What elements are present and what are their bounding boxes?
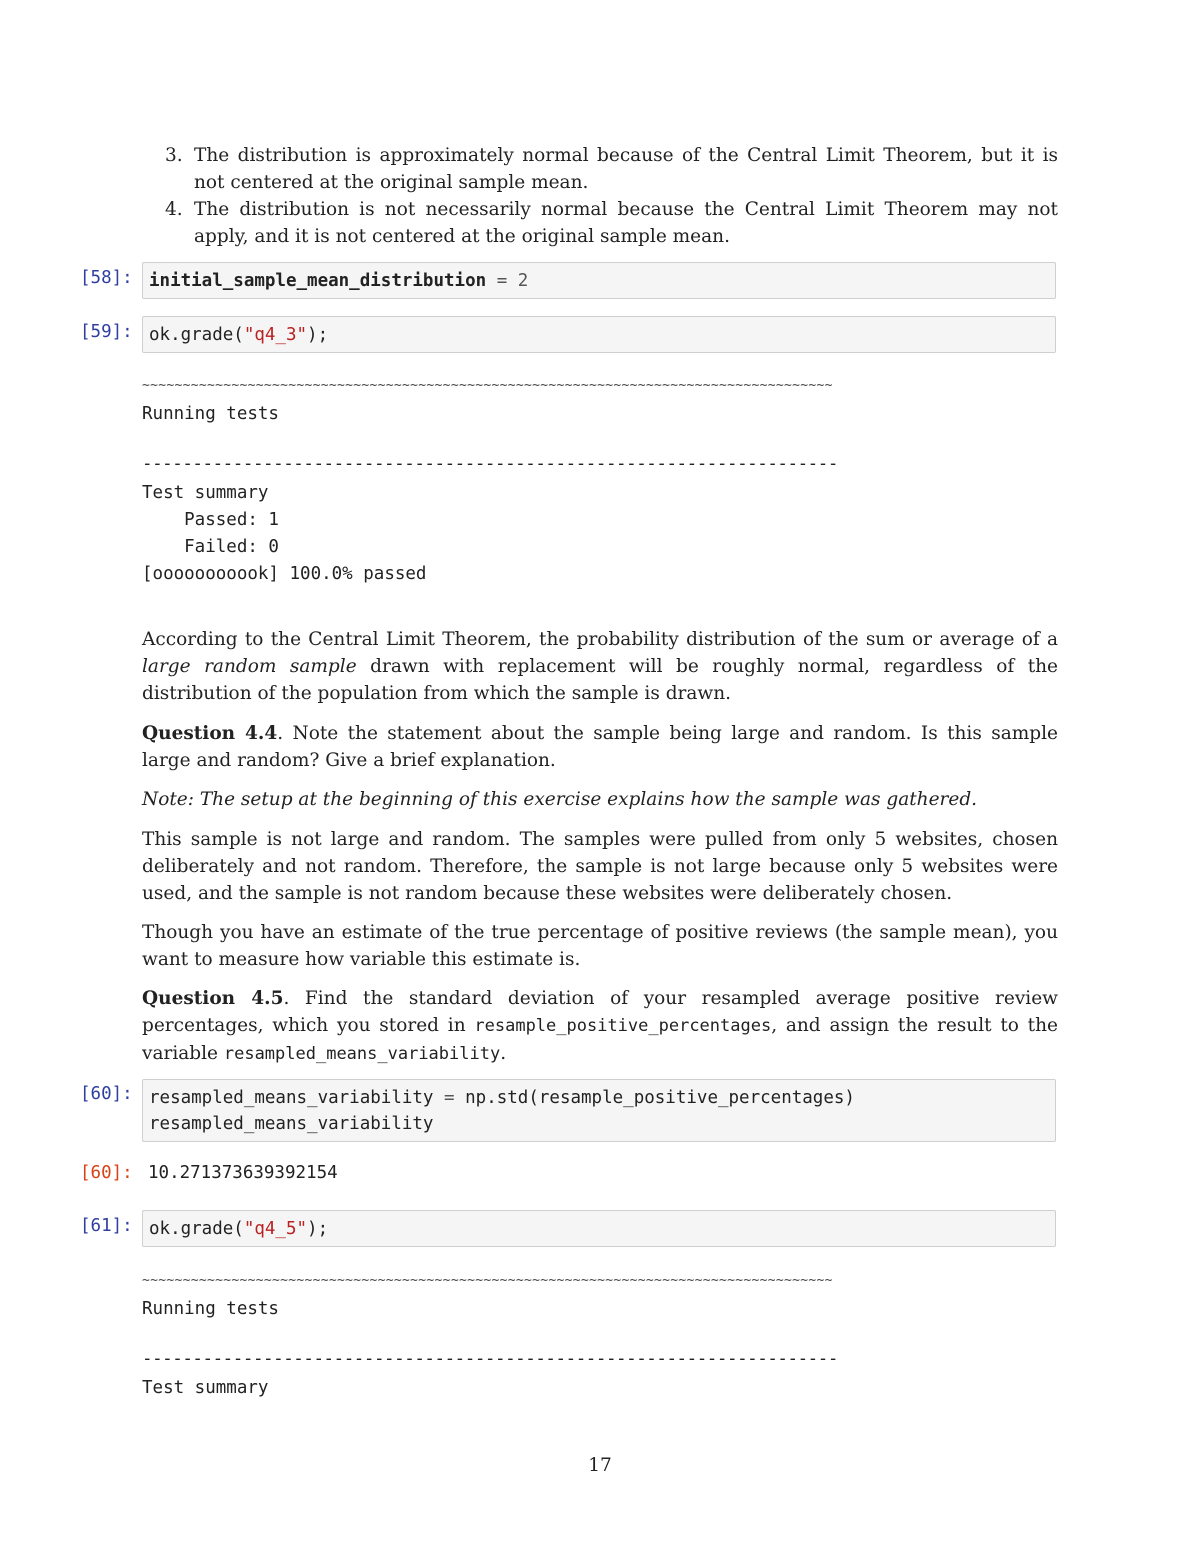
note-text: Note: The setup at the beginning of this exercise explains how the sample was gathered. [142,789,978,810]
answer-paragraph: This sample is not large and random. The samples were pulled from only 5 websites, chosen deliberately and not random. Therefore, the sample is not large because only 5 websites were used, and the sample is not random because these websites were deliberately chosen. [142,829,1058,904]
output-passed: Passed: 1 [142,510,279,530]
cell-prompt: [60]: [80,1084,133,1104]
output-prompt: [60]: [80,1163,133,1183]
output-failed: Failed: 0 [142,537,279,557]
question-text-b: , and assign the result to the variable [142,1015,1058,1064]
clt-text-a: According to the Central Limit Theorem, the probability distribution of the sum or average of a [142,629,1058,650]
clt-text-b: drawn with replacement will be roughly normal, regardless of the distribution of the population from which the sample is drawn. [142,656,1058,704]
code-operator: = [496,271,508,291]
question-text: . Note the statement about the sample being large and random. Is this sample large and random? Give a brief explanation. [142,723,1058,771]
output-test-summary: Test summary [142,483,269,503]
code-call: np.std(resample_positive_percentages) [465,1088,855,1108]
code-operator: = [444,1088,455,1108]
output-tilde-divider: ~~~~~~~~~~~~~~~~~~~~~~~~~~~~~~~~~~~~~~~~~~~~~~~~~~~~~~~~~~~~~~~~~~~~~~~~~~~~~~~~~~~~~ [142,378,833,393]
option-4 [165,196,1058,250]
option-number: 4. [165,199,183,220]
estimate-paragraph: Though you have an estimate of the true percentage of positive reviews (the sample mean), you want to measure how variable this estimate is. [142,922,1058,970]
code-call: ok.grade( [149,325,244,345]
question-label: Question 4.4 [142,723,278,744]
code-string: "q4_5" [243,1219,308,1239]
question-text-c: . [500,1043,507,1064]
code-variable: resampled_means_variability [149,1114,434,1134]
question-label: Question 4.5 [142,988,284,1009]
option-number: 3. [165,145,183,166]
output-dash-divider: --------------------------------------------------------------------- [142,454,838,474]
output-result: [ooooooooook] 100.0% passed [142,564,427,584]
code-variable: resampled_means_variability [149,1088,434,1108]
code-end: ); [307,1219,329,1239]
question-text-a: . Find the standard deviation of your resampled average positive review percentages, which you stored in [142,988,1058,1036]
inline-code: resample_positive_percentages [474,1016,772,1036]
cell-prompt: [61]: [80,1216,133,1236]
code-cell-61[interactable] [142,1210,1056,1247]
output-running-tests: Running tests [142,1299,279,1319]
output-running-tests: Running tests [142,404,279,424]
output-value: 10.271373639392154 [148,1163,338,1183]
code-variable: initial_sample_mean_distribution [149,271,487,291]
option-text: The distribution is approximately normal because of the Central Limit Theorem, but it is not centered at the original sample mean. [194,145,1058,193]
code-string: "q4_3" [243,325,308,345]
code-cell-59[interactable] [142,316,1056,353]
code-number: 2 [517,271,529,291]
clt-emphasis: large random sample [142,656,357,677]
code-call: ok.grade( [149,1219,244,1239]
code-cell-60[interactable] [142,1079,1056,1142]
code-end: ); [307,325,329,345]
question-4-5 [142,985,1058,1068]
inline-code: resampled_means_variability [223,1044,501,1064]
output-tilde-divider: ~~~~~~~~~~~~~~~~~~~~~~~~~~~~~~~~~~~~~~~~~~~~~~~~~~~~~~~~~~~~~~~~~~~~~~~~~~~~~~~~~~~~~ [142,1273,833,1288]
code-cell-58[interactable] [142,262,1056,299]
cell-prompt: [59]: [80,322,133,342]
answer-options-list [165,142,1058,250]
clt-paragraph [142,626,1058,707]
question-4-4 [142,720,1058,774]
cell-prompt: [58]: [80,268,133,288]
output-test-summary: Test summary [142,1378,269,1398]
page-number: 17 [588,1455,612,1476]
option-3 [165,142,1058,196]
option-text: The distribution is not necessarily normal because the Central Limit Theorem may not apply, and it is not centered at the original sample mean. [194,199,1058,247]
output-dash-divider: --------------------------------------------------------------------- [142,1349,838,1369]
